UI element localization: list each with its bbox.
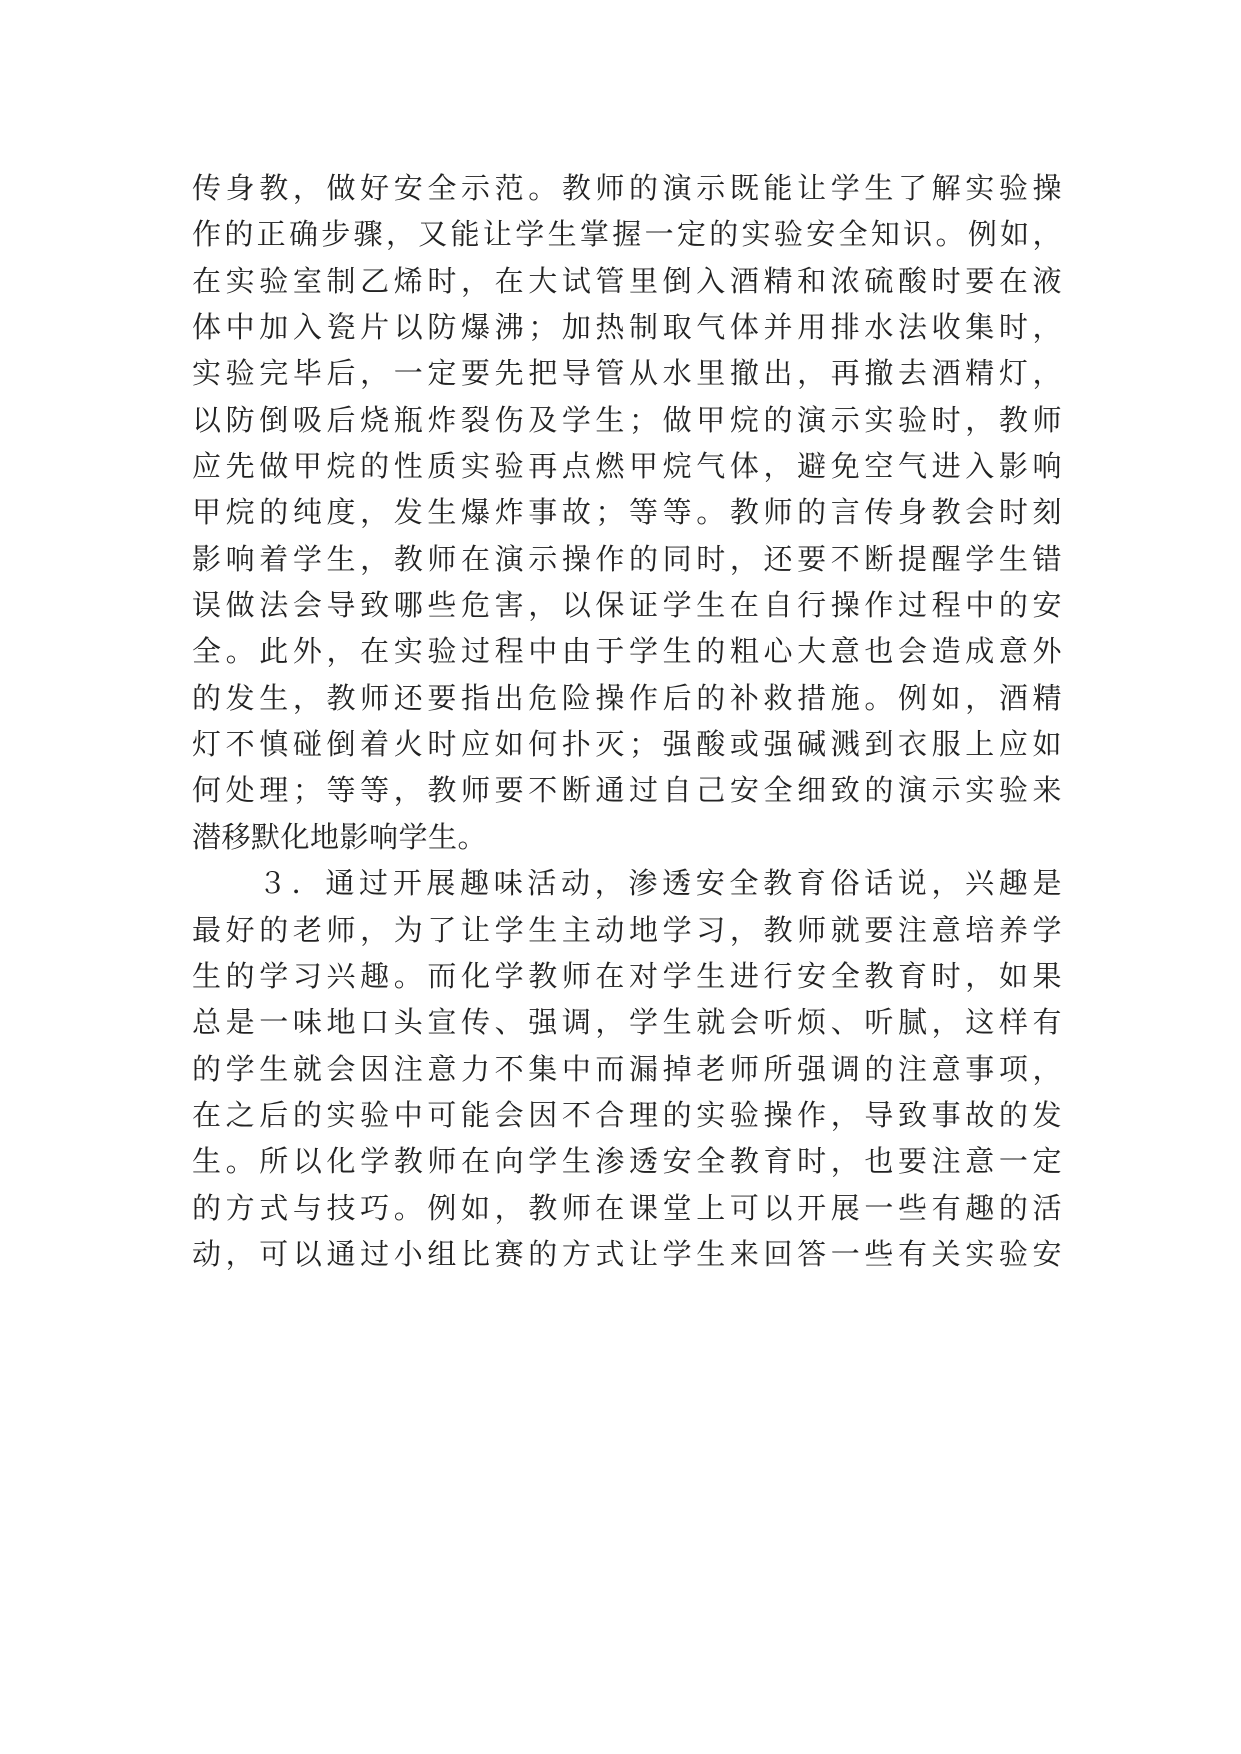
text-line: 在实验室制乙烯时，在大试管里倒入酒精和浓硫酸时要在液 — [192, 263, 1062, 298]
text-line: 影响着学生，教师在演示操作的同时，还要不断提醒学生错 — [192, 541, 1062, 576]
text-line: 全。此外，在实验过程中由于学生的粗心大意也会造成意外 — [192, 634, 1062, 669]
text-line: 误做法会导致哪些危害，以保证学生在自行操作过程中的安 — [192, 588, 1062, 623]
text-line: 甲烷的纯度，发生爆炸事故；等等。教师的言传身教会时刻 — [192, 495, 1062, 530]
body-text — [192, 165, 1062, 1277]
text-line: 实验完毕后，一定要先把导管从水里撤出，再撤去酒精灯， — [192, 356, 1062, 391]
text-line: 作的正确步骤，又能让学生掌握一定的实验安全知识。例如， — [192, 217, 1062, 252]
text-line: 的发生，教师还要指出危险操作后的补救措施。例如，酒精 — [192, 680, 1062, 715]
text-line: 以防倒吸后烧瓶炸裂伤及学生；做甲烷的演示实验时，教师 — [192, 402, 1062, 437]
text-line: 生。所以化学教师在向学生渗透安全教育时，也要注意一定 — [192, 1144, 1062, 1179]
text-line: 在之后的实验中可能会因不合理的实验操作，导致事故的发 — [192, 1097, 1062, 1132]
text-line: 应先做甲烷的性质实验再点燃甲烷气体，避免空气进入影响 — [192, 449, 1062, 484]
text-line: 动，可以通过小组比赛的方式让学生来回答一些有关实验安 — [192, 1236, 1062, 1271]
text-line: 总是一味地口头宣传、强调，学生就会听烦、听腻，这样有 — [192, 1005, 1062, 1040]
text-line: 潜移默化地影响学生。 — [192, 819, 488, 854]
text-line: 灯不慎碰倒着火时应如何扑灭；强酸或强碱溅到衣服上应如 — [192, 727, 1062, 762]
text-line: 的学生就会因注意力不集中而漏掉老师所强调的注意事项， — [192, 1051, 1062, 1086]
text-line: 传身教，做好安全示范。教师的演示既能让学生了解实验操 — [192, 171, 1062, 205]
text-line: 何处理；等等，教师要不断通过自己安全细致的演示实验来 — [192, 773, 1062, 808]
text-line: 的方式与技巧。例如，教师在课堂上可以开展一些有趣的活 — [192, 1190, 1062, 1225]
text-line: 体中加入瓷片以防爆沸；加热制取气体并用排水法收集时， — [192, 310, 1062, 345]
text-line: 生的学习兴趣。而化学教师在对学生进行安全教育时，如果 — [192, 958, 1062, 993]
text-line: 最好的老师，为了让学生主动地学习，教师就要注意培养学 — [192, 912, 1062, 947]
text-line: ３．通过开展趣味活动，渗透安全教育俗话说，兴趣是 — [258, 866, 1062, 901]
